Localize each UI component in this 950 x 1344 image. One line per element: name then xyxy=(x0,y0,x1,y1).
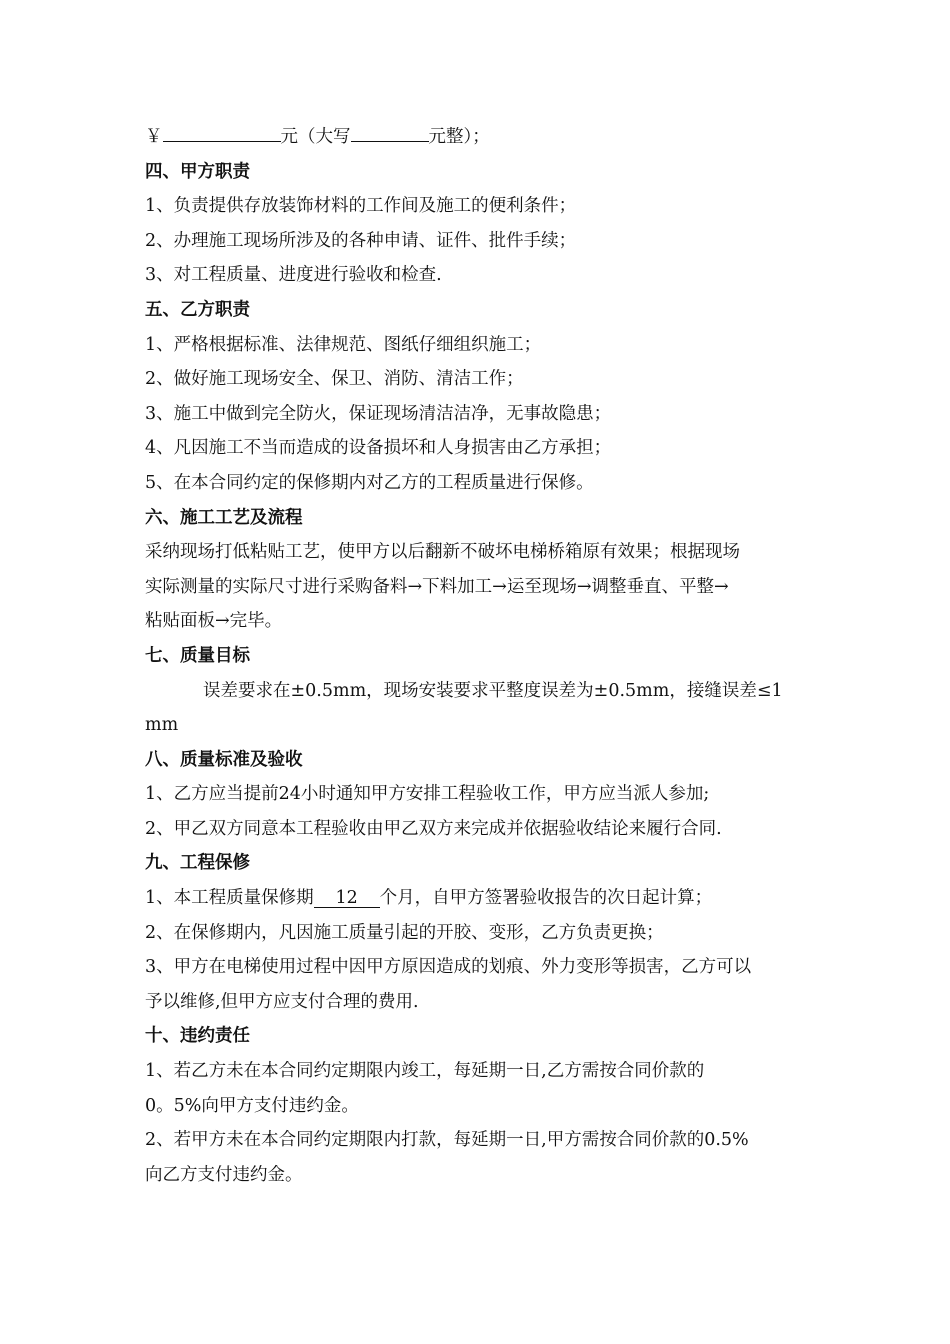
warranty-period-line xyxy=(145,881,815,916)
paragraph-line: 向乙方支付违约金。 xyxy=(145,1164,303,1185)
list-item: 5、在本合同约定的保修期内对乙方的工程质量进行保修。 xyxy=(145,472,594,493)
warranty-months-value[interactable]: 12 xyxy=(314,889,380,908)
list-item: 1、严格根据标准、法律规范、图纸仔细组织施工； xyxy=(145,334,542,355)
list-item: 2、办理施工现场所涉及的各种申请、证件、批件手续； xyxy=(145,230,577,251)
section-heading-10: 十、违约责任 xyxy=(145,1026,250,1047)
paragraph-line: 采纳现场打低粘贴工艺，使甲方以后翻新不破坏电梯桥箱原有效果；根据现场 xyxy=(145,542,740,563)
paragraph-line: 误差要求在±0.5mm，现场安装要求平整度误差为±0.5mm，接缝误差≤1 xyxy=(203,680,783,701)
list-item: 3、施工中做到完全防火，保证现场清洁洁净，无事故隐患； xyxy=(145,403,612,424)
contract-page xyxy=(145,120,815,1192)
paragraph-line: 粘贴面板→完毕。 xyxy=(145,611,283,632)
amount-blank[interactable] xyxy=(163,123,281,142)
paragraph-line: 0。5%向甲方支付违约金。 xyxy=(145,1095,359,1116)
list-item: 2、甲乙双方同意本工程验收由甲乙双方来完成并依据验收结论来履行合同. xyxy=(145,818,722,839)
list-item: 2、做好施工现场安全、保卫、消防、清洁工作； xyxy=(145,369,524,390)
yuan-end-label: 元整）； xyxy=(428,127,490,147)
yuan-label: 元（大写 xyxy=(280,127,351,147)
list-item: 1、乙方应当提前24小时通知甲方安排工程验收工作，甲方应当派人参加; xyxy=(145,784,710,805)
section-heading-7: 七、质量目标 xyxy=(145,645,250,666)
paragraph-line: 2、若甲方未在本合同约定期限内打款，每延期一日,甲方需按合同价款的0.5% xyxy=(145,1130,749,1151)
yen-symbol: ￥ xyxy=(145,127,163,147)
paragraph-line: mm xyxy=(145,715,179,736)
list-item: 3、对工程质量、进度进行验收和检查. xyxy=(145,265,442,286)
section-heading-4: 四、甲方职责 xyxy=(145,161,250,182)
list-item: 予以维修,但甲方应支付合理的费用. xyxy=(145,991,419,1012)
payment-line xyxy=(145,120,815,155)
warranty-suffix: 个月，自甲方签署验收报告的次日起计算； xyxy=(379,888,713,909)
warranty-label: 1、本工程质量保修期 xyxy=(145,888,314,909)
section-heading-8: 八、质量标准及验收 xyxy=(145,749,303,770)
list-item: 2、在保修期内，凡因施工质量引起的开胶、变形，乙方负责更换； xyxy=(145,922,664,943)
section-heading-6: 六、施工工艺及流程 xyxy=(145,507,303,528)
section-heading-5: 五、乙方职责 xyxy=(145,299,250,320)
paragraph-line: 1、若乙方未在本合同约定期限内竣工，每延期一日,乙方需按合同价款的 xyxy=(145,1061,705,1082)
section-heading-9: 九、工程保修 xyxy=(145,853,250,874)
paragraph-line: 实际测量的实际尺寸进行采购备料→下料加工→运至现场→调整垂直、平整→ xyxy=(145,576,729,597)
list-item: 3、甲方在电梯使用过程中因甲方原因造成的划痕、外力变形等损害，乙方可以 xyxy=(145,957,752,978)
amount-capital-blank[interactable] xyxy=(351,123,429,142)
list-item: 4、凡因施工不当而造成的设备损坏和人身损害由乙方承担； xyxy=(145,438,612,459)
list-item: 1、负责提供存放装饰材料的工作间及施工的便利条件； xyxy=(145,196,577,217)
